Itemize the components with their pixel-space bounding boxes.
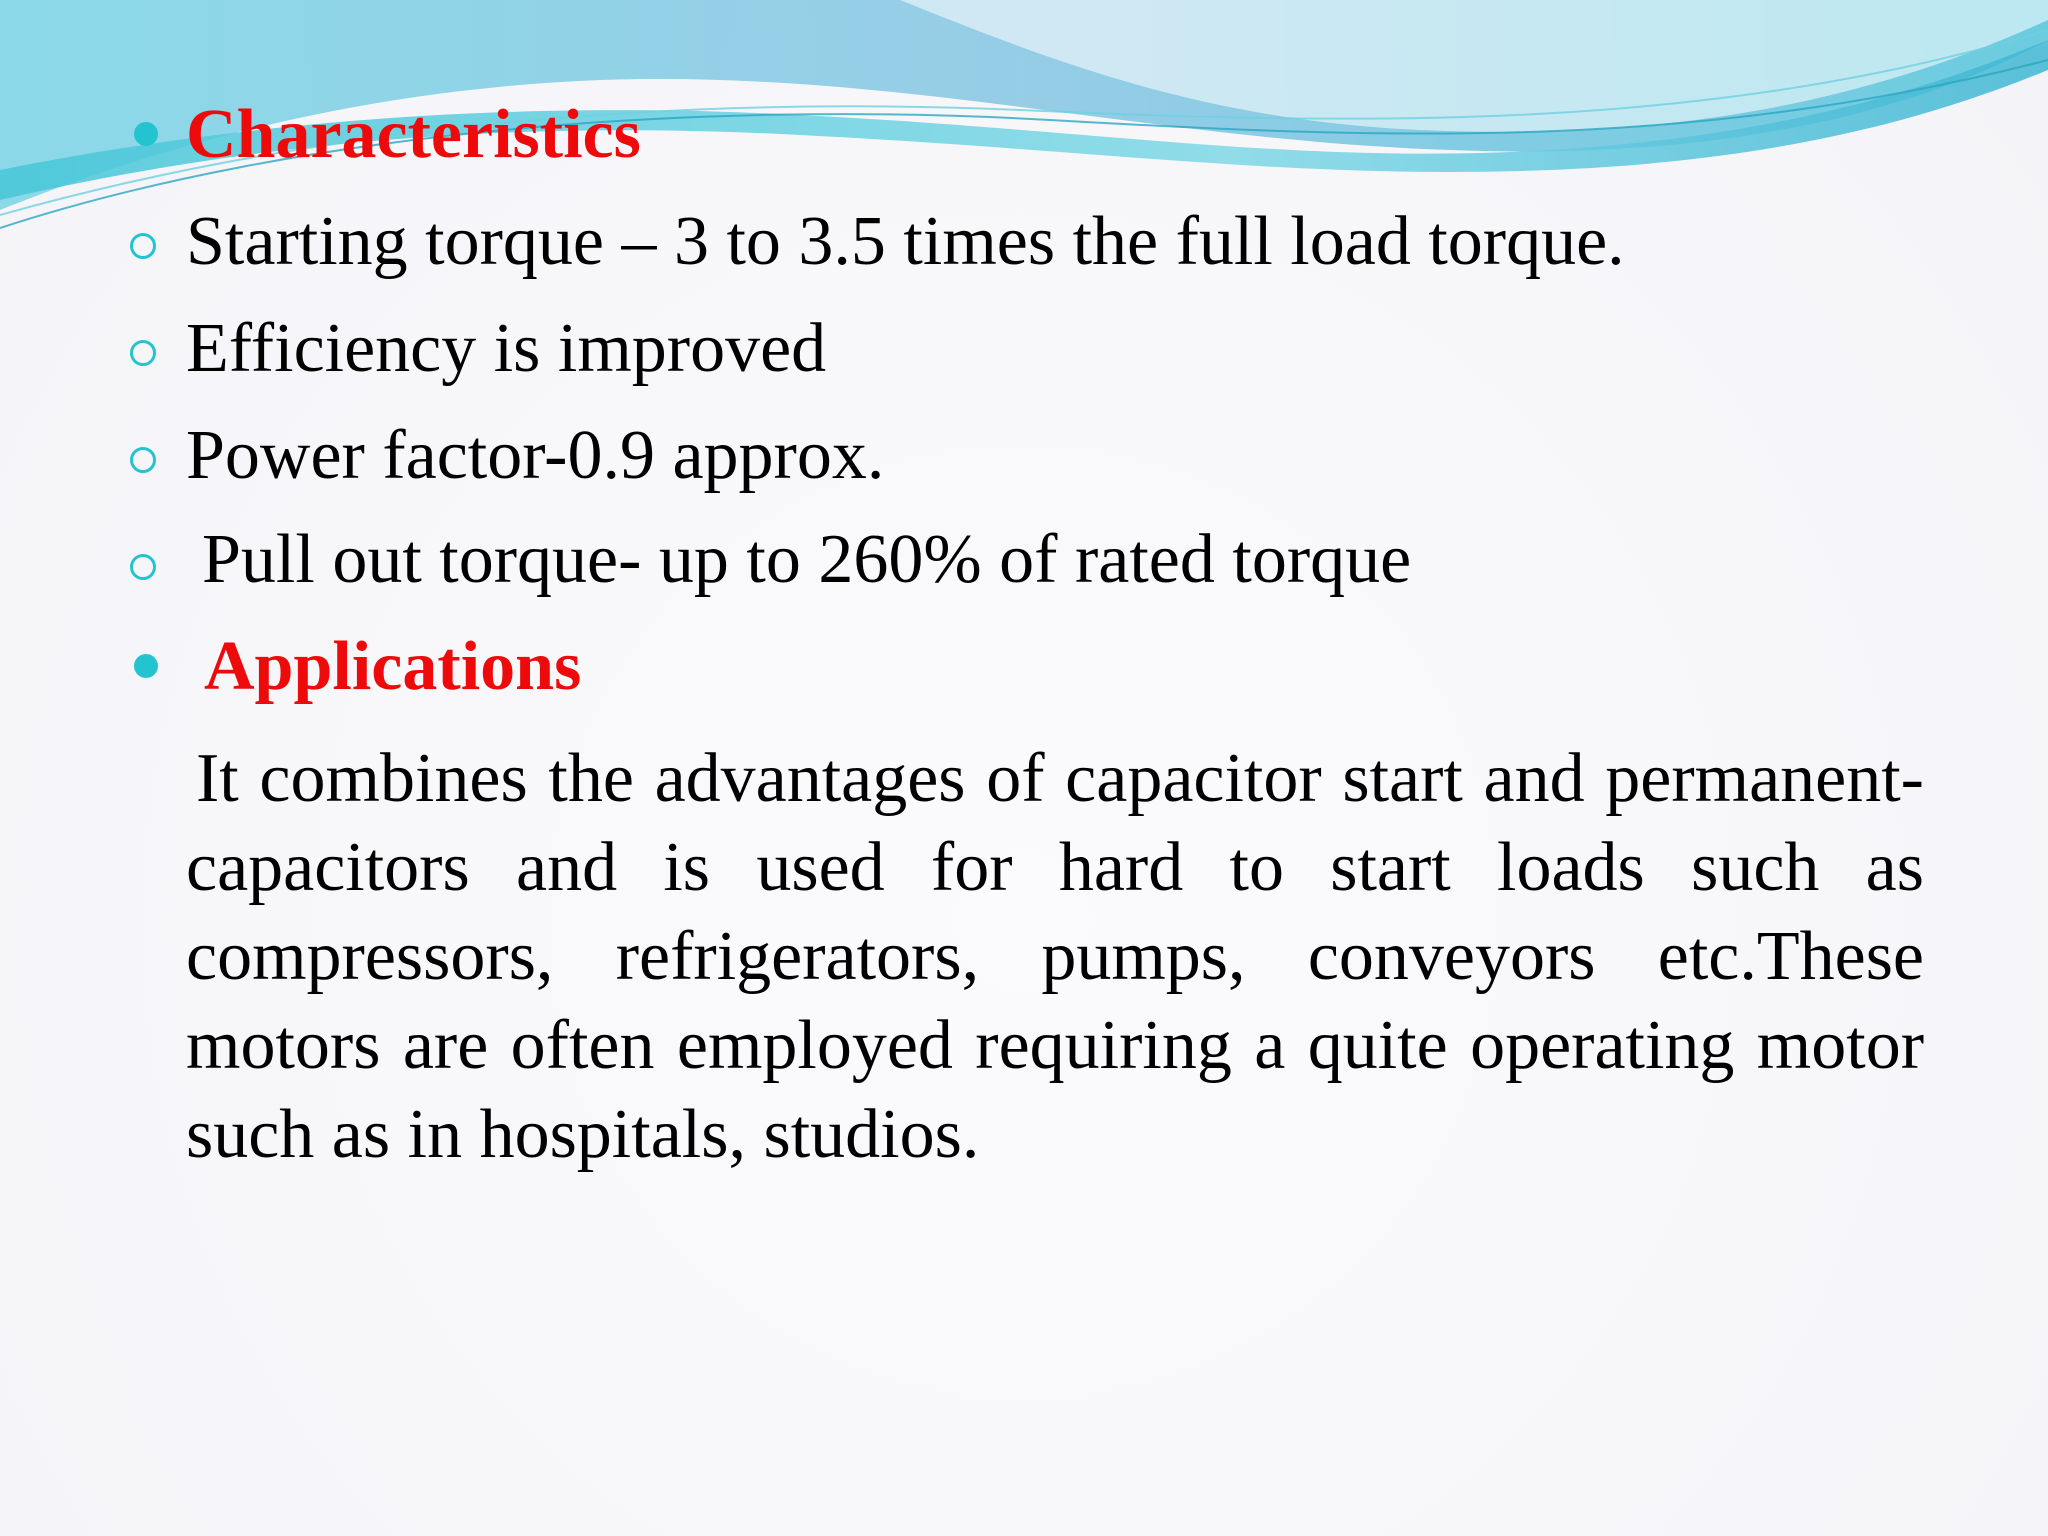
applications-paragraph: It combines the advantages of capacitor start and permanent-capacitors and is used for hard to start loads such as compressors, refrigerators, pumps, conveyors etc.These motors are often employed requiring a quite operating motor such as in hospitals, studios.: [186, 740, 1924, 1173]
characteristic-item-3: Power factor-0.9 approx.: [186, 417, 885, 494]
filled-circle-bullet-icon: [134, 122, 158, 146]
hollow-circle-bullet-icon: [130, 447, 156, 473]
hollow-circle-bullet-icon: [130, 340, 156, 366]
characteristic-item-4: Pull out torque- up to 260% of rated torque: [202, 521, 1412, 598]
characteristics-heading: Characteristics: [186, 96, 641, 173]
characteristic-item-2: Efficiency is improved: [186, 310, 827, 387]
characteristic-item-1: Starting torque – 3 to 3.5 times the full load torque.: [186, 203, 1625, 280]
hollow-circle-bullet-icon: [130, 233, 156, 259]
applications-heading: Applications: [204, 628, 582, 705]
filled-circle-bullet-icon: [134, 654, 158, 678]
hollow-circle-bullet-icon: [130, 554, 156, 580]
